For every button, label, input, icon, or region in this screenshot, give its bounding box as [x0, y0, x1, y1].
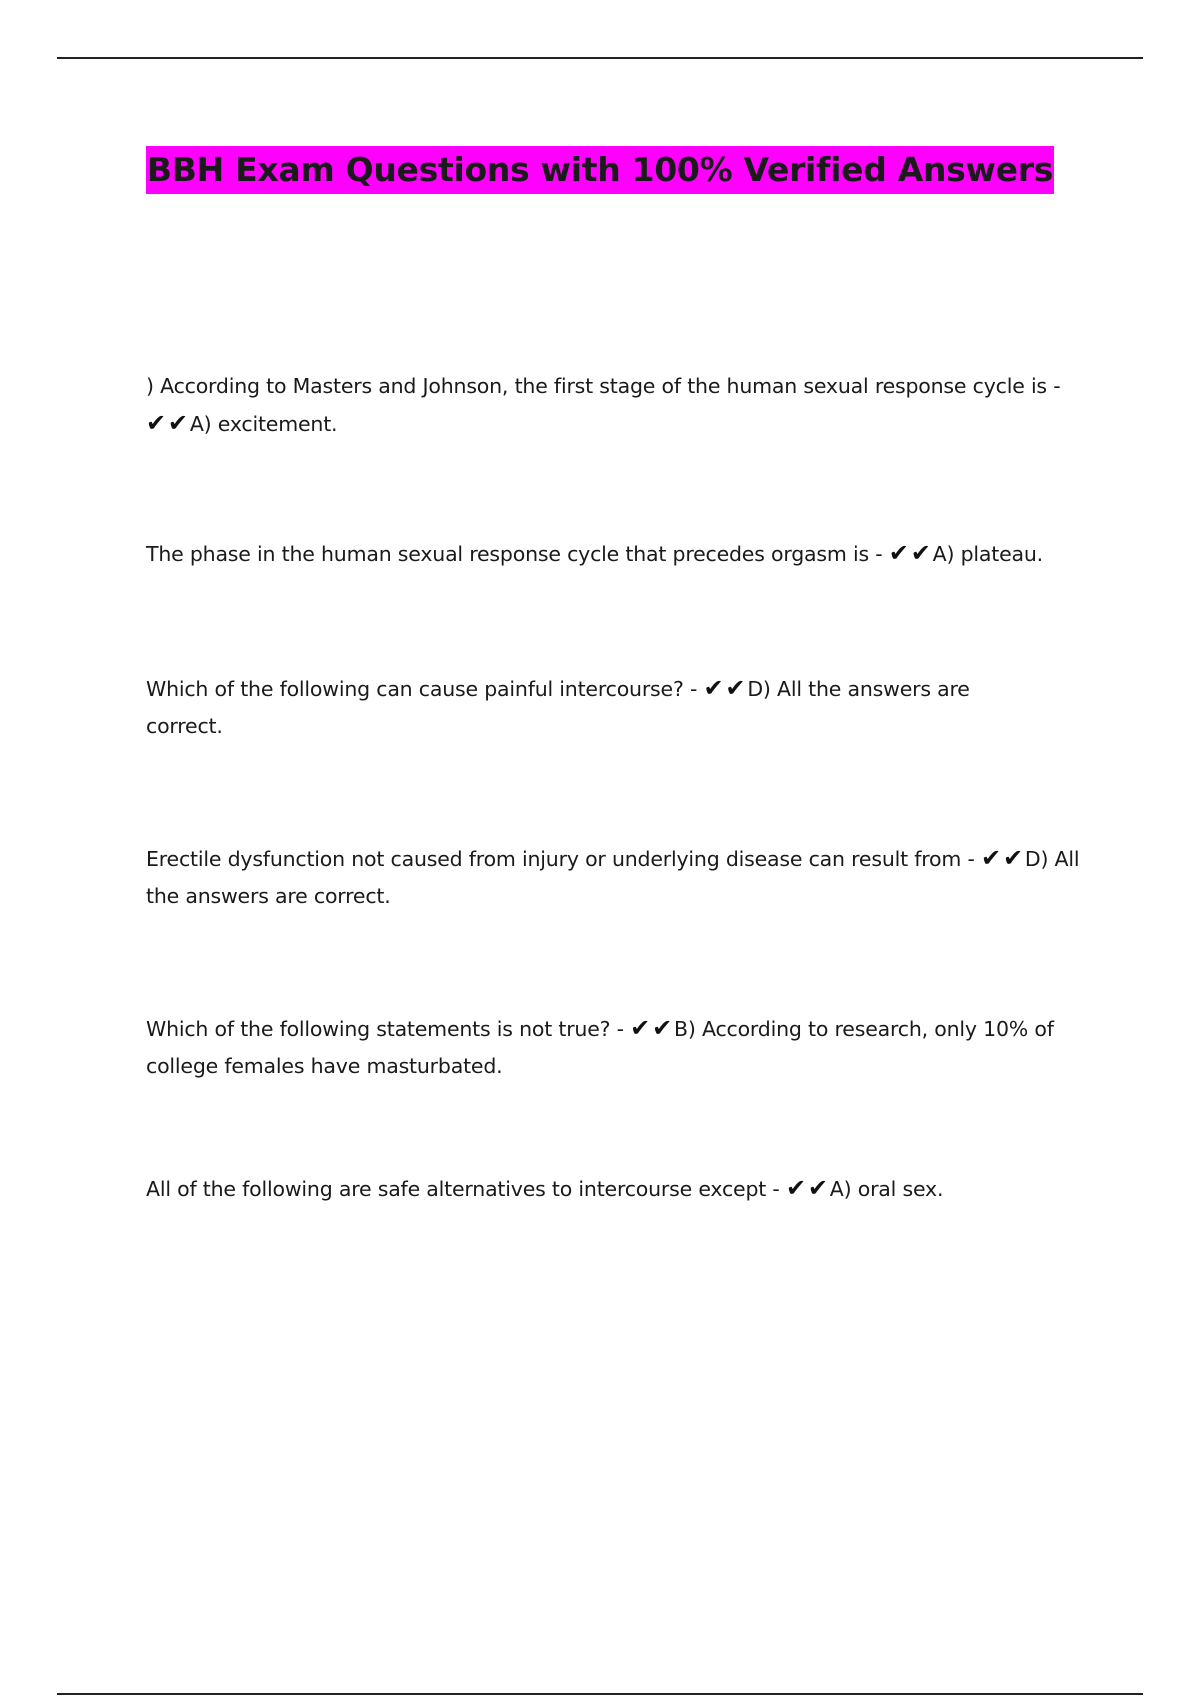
check-icon: ✔ [725, 674, 746, 702]
qa-item-1 [146, 368, 1086, 443]
qa-item-5 [146, 1010, 1086, 1085]
check-icon: ✔ [146, 409, 166, 437]
qa-item-2 [146, 535, 1086, 573]
bottom-rule [57, 1693, 1143, 1695]
answer-text: A) plateau. [932, 542, 1043, 566]
qa-item-6 [146, 1170, 1086, 1208]
answer-text: A) oral sex. [829, 1177, 944, 1201]
check-icon: ✔ [888, 539, 909, 567]
answer-text: A) excitement. [189, 412, 338, 436]
check-icon: ✔ [981, 844, 1001, 872]
answer-text: D) All the answers are correct. [146, 847, 1080, 908]
check-icon: ✔ [785, 1174, 806, 1202]
check-icon: ✔ [630, 1014, 651, 1042]
question-text: Which of the following can cause painful intercourse? - [146, 677, 704, 701]
check-icon: ✔ [1002, 844, 1023, 872]
qa-item-3 [146, 670, 986, 745]
question-text: ) According to Masters and Johnson, the first stage of the human sexual response cycle is - [146, 374, 1061, 398]
check-icon: ✔ [652, 1014, 672, 1042]
question-text: All of the following are safe alternatives to intercourse except - [146, 1177, 786, 1201]
question-text: Which of the following statements is not true? - [146, 1017, 631, 1041]
top-rule [57, 57, 1143, 59]
check-icon: ✔ [807, 1174, 828, 1202]
check-icon: ✔ [167, 409, 188, 437]
answer-text: D) All the answers are correct. [146, 677, 970, 738]
question-text: Erectile dysfunction not caused from injury or underlying disease can result from - [146, 847, 982, 871]
qa-item-4 [146, 840, 1086, 915]
document-title: BBH Exam Questions with 100% Verified Answers [146, 146, 1054, 194]
question-text: The phase in the human sexual response cycle that precedes orgasm is - [146, 542, 889, 566]
check-icon: ✔ [703, 674, 724, 702]
title-container [0, 146, 1200, 194]
answer-text: B) According to research, only 10% of college females have masturbated. [146, 1017, 1054, 1078]
check-icon: ✔ [910, 539, 931, 567]
